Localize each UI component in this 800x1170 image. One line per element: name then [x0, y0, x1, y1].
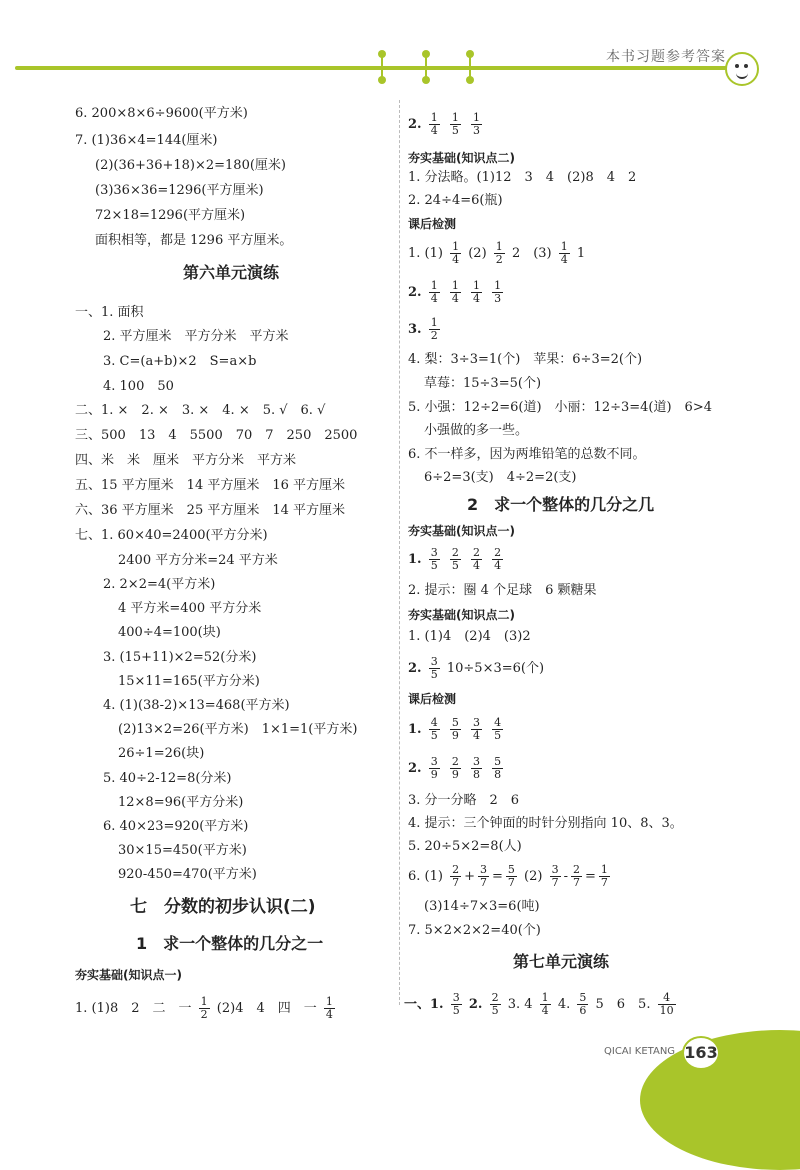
answer-line: 2. 平方厘米 平方分米 平方米	[103, 329, 289, 344]
answer-line: 4. 梨：3÷3=1(个) 苹果：6÷3=2(个)	[408, 352, 643, 367]
answer-text: 4.	[557, 997, 571, 1012]
fraction: $\frac{3}{7}$	[551, 863, 559, 889]
answer-line	[408, 317, 443, 342]
fraction: $\frac{4}{5}$	[430, 716, 438, 742]
subsection-heading: 夯实基础(知识点二)	[408, 608, 515, 622]
answer-line: 七、1. 60×40=2400(平方分米)	[75, 528, 268, 543]
answer-text: 2.	[408, 761, 422, 776]
answer-text: 6. (1)	[408, 869, 443, 884]
unit-title: 第六单元演练	[183, 263, 280, 282]
answer-line: 小强做的多一些。	[424, 423, 529, 438]
answer-text: 2.	[408, 661, 422, 676]
fraction: $\frac{2}{9}$	[451, 755, 459, 781]
answer-line: 2. 提示：圈 4 个足球 6 颗糖果	[408, 583, 597, 598]
fraction: $\frac{3}{5}$	[430, 546, 438, 572]
answer-line: 草莓：15÷3=5(个)	[424, 376, 542, 391]
answer-line: 4. 100 50	[103, 379, 174, 394]
fraction: $\frac{3}{7}$	[480, 863, 487, 889]
fraction: $\frac{1}{4}$	[430, 279, 438, 305]
answer-line: 1. 分法略。(1)12 3 4 (2)8 4 2	[408, 170, 637, 185]
answer-line: 6÷2=3(支) 4÷2=2(支)	[424, 470, 577, 485]
answer-line	[408, 547, 506, 572]
answer-line: 1. (1)4 (2)4 (3)2	[408, 629, 531, 644]
fraction: $\frac{1}{4}$	[430, 111, 438, 137]
fraction: $\frac{4}{10}$	[659, 991, 674, 1017]
answer-line: 30×15=450(平方米)	[118, 843, 247, 858]
answer-text: 3.	[408, 322, 422, 337]
answer-line: 15×11=165(平方分米)	[118, 674, 260, 689]
answer-line: 26÷1=26(块)	[118, 746, 205, 761]
fraction: $\frac{3}{5}$	[452, 991, 460, 1017]
subsection-heading: 课后检测	[408, 217, 457, 231]
fraction: $\frac{1}{4}$	[560, 240, 568, 266]
fraction: $\frac{4}{5}$	[494, 716, 502, 742]
section-title: 2 求一个整体的几分之几	[467, 495, 655, 514]
fraction: $\frac{3}{5}$	[430, 655, 438, 681]
fraction: $\frac{1}{5}$	[451, 111, 459, 137]
answer-text: 2 (3)	[511, 246, 552, 261]
fraction: $\frac{3}{4}$	[473, 716, 480, 742]
fraction: $\frac{2}{5}$	[451, 546, 459, 572]
fraction: $\frac{1}{4}$	[452, 240, 460, 266]
answer-line: (2)(36+36+18)×2=180(厘米)	[95, 158, 286, 173]
fraction: $\frac{1}{4}$	[451, 279, 459, 305]
answer-text: 10÷5×3=6(个)	[446, 661, 545, 676]
binder-ring-icon	[422, 50, 430, 84]
answer-line: 六、36 平方厘米 25 平方厘米 14 平方厘米	[75, 503, 346, 518]
footer-brand: QICAI KETANG	[604, 1046, 676, 1057]
fraction: $\frac{1}{2}$	[430, 316, 438, 342]
fraction: $\frac{2}{7}$	[573, 863, 581, 889]
binder-ring-icon	[466, 50, 474, 84]
subsection-heading: 夯实基础(知识点二)	[408, 151, 515, 165]
answer-line: 400÷4=100(块)	[118, 625, 221, 640]
chapter-title: 七 分数的初步认识(二)	[130, 897, 316, 917]
answer-line: 6. (1) $\frac{2}{7}$ + $\frac{3}{7}$ = $\frac{5}{7}$ (2) $\frac{3}{7}$ - $\frac{2}{7}$ = $\frac{1}{7}$	[408, 863, 608, 889]
subsection-heading: 课后检测	[408, 692, 457, 706]
answer-text: 2.	[468, 997, 483, 1012]
answer-line: 5. 小强：12÷2=6(道) 小丽：12÷3=4(道) 6>4	[408, 400, 712, 415]
answer-line: 3. 分一分略 2 6	[408, 793, 520, 808]
unit-title: 第七单元演练	[513, 952, 610, 971]
answer-line: 5. 20÷5×2=8(人)	[408, 839, 522, 854]
fraction: $\frac{5}{8}$	[494, 755, 502, 781]
answer-line	[408, 112, 485, 137]
answer-line: 四、米 米 厘米 平方分米 平方米	[75, 453, 297, 468]
answer-line: 五、15 平方厘米 14 平方厘米 16 平方厘米	[75, 478, 346, 493]
fraction: $\frac{1}{3}$	[494, 279, 502, 305]
answer-line: 3. (15+11)×2=52(分米)	[103, 650, 257, 665]
fraction: $\frac{5}{9}$	[451, 716, 459, 742]
answer-line: 6. 200×8×6÷9600(平方米)	[75, 106, 248, 121]
page-number: 163	[682, 1036, 720, 1070]
answer-line: 二、1. × 2. × 3. × 4. × 5. √ 6. √	[75, 403, 326, 418]
fraction: $\frac{1}{4}$	[541, 991, 549, 1017]
answer-text: 一、1.	[404, 997, 444, 1012]
subsection-heading: 夯实基础(知识点一)	[75, 968, 182, 982]
fraction: $\frac{1}{3}$	[473, 111, 480, 137]
fraction: $\frac{2}{5}$	[491, 991, 499, 1017]
answer-line: 7. 5×2×2×2=40(个)	[408, 923, 541, 938]
answer-line: (2)13×2=26(平方米) 1×1=1(平方米)	[118, 722, 358, 737]
answer-line: 4. (1)(38-2)×13=468(平方米)	[103, 698, 290, 713]
fraction: $\frac{5}{7}$	[507, 863, 515, 889]
column-divider	[399, 100, 400, 1005]
answer-line: (3)36×36=1296(平方厘米)	[95, 183, 264, 198]
answer-line	[404, 992, 679, 1017]
subsection-heading: 夯实基础(知识点一)	[408, 524, 515, 538]
answer-line	[75, 996, 338, 1021]
answer-line	[408, 756, 506, 781]
answer-line: 72×18=1296(平方厘米)	[95, 208, 246, 223]
answer-text: 5 6 5.	[595, 997, 651, 1012]
answer-line: (3)14÷7×3=6(吨)	[424, 899, 540, 914]
answer-text: 1	[576, 246, 586, 261]
fraction: $\frac{2}{7}$	[452, 863, 460, 889]
header-title: 本书习题参考答案	[606, 49, 726, 65]
header-line	[15, 66, 735, 70]
answer-text: (2)	[468, 246, 487, 261]
fraction: $\frac{3}{8}$	[473, 755, 480, 781]
binder-ring-icon	[378, 50, 386, 84]
answer-text: 1. (1)	[408, 246, 443, 261]
fraction: $\frac{3}{9}$	[430, 755, 438, 781]
fraction: $\frac{1}{4}$	[325, 995, 333, 1021]
answer-text: (2)4 4 四 一	[216, 1001, 317, 1016]
section-title: 1 求一个整体的几分之一	[136, 934, 324, 953]
answer-line: 4 平方米=400 平方分米	[118, 601, 262, 616]
answer-line	[408, 656, 544, 681]
answer-text: 1. (1)8 2 二 一	[75, 1001, 192, 1016]
answer-line	[408, 717, 506, 742]
answer-line	[408, 241, 585, 266]
answer-line: 面积相等，都是 1296 平方厘米。	[95, 233, 293, 248]
answer-line	[408, 280, 506, 305]
answer-line: 5. 40÷2-12=8(分米)	[103, 771, 232, 786]
answer-text: 2.	[408, 285, 422, 300]
answer-line: 2400 平方分米=24 平方米	[118, 553, 278, 568]
answer-line: 6. 40×23=920(平方米)	[103, 819, 249, 834]
answer-text: (2)	[524, 869, 543, 884]
fraction: $\frac{2}{4}$	[473, 546, 480, 572]
answer-line: 6. 不一样多，因为两堆铅笔的总数不同。	[408, 447, 646, 462]
answer-line: 7. (1)36×4=144(厘米)	[75, 133, 218, 148]
answer-line: 920-450=470(平方米)	[118, 867, 257, 882]
answer-line: 12×8=96(平方分米)	[118, 795, 244, 810]
mascot-icon	[725, 52, 759, 86]
answer-text: 3. 4	[507, 997, 533, 1012]
fraction: $\frac{1}{7}$	[600, 863, 608, 889]
fraction: $\frac{5}{6}$	[579, 991, 587, 1017]
answer-text: 1.	[408, 722, 422, 737]
fraction: $\frac{2}{4}$	[494, 546, 502, 572]
answer-text: 1.	[408, 552, 422, 567]
answer-line: 2. 24÷4=6(瓶)	[408, 193, 503, 208]
answer-line: 三、500 13 4 5500 70 7 250 2500	[75, 428, 358, 443]
answer-text: 2.	[408, 117, 422, 132]
fraction: $\frac{1}{2}$	[200, 995, 208, 1021]
answer-line: 一、1. 面积	[75, 305, 144, 320]
fraction: $\frac{1}{2}$	[495, 240, 503, 266]
answer-line: 4. 提示：三个钟面的时针分别指向 10、8、3。	[408, 816, 683, 831]
fraction: $\frac{1}{4}$	[473, 279, 480, 305]
answer-line: 2. 2×2=4(平方米)	[103, 577, 216, 592]
answer-line: 3. C=(a+b)×2 S=a×b	[103, 354, 257, 369]
